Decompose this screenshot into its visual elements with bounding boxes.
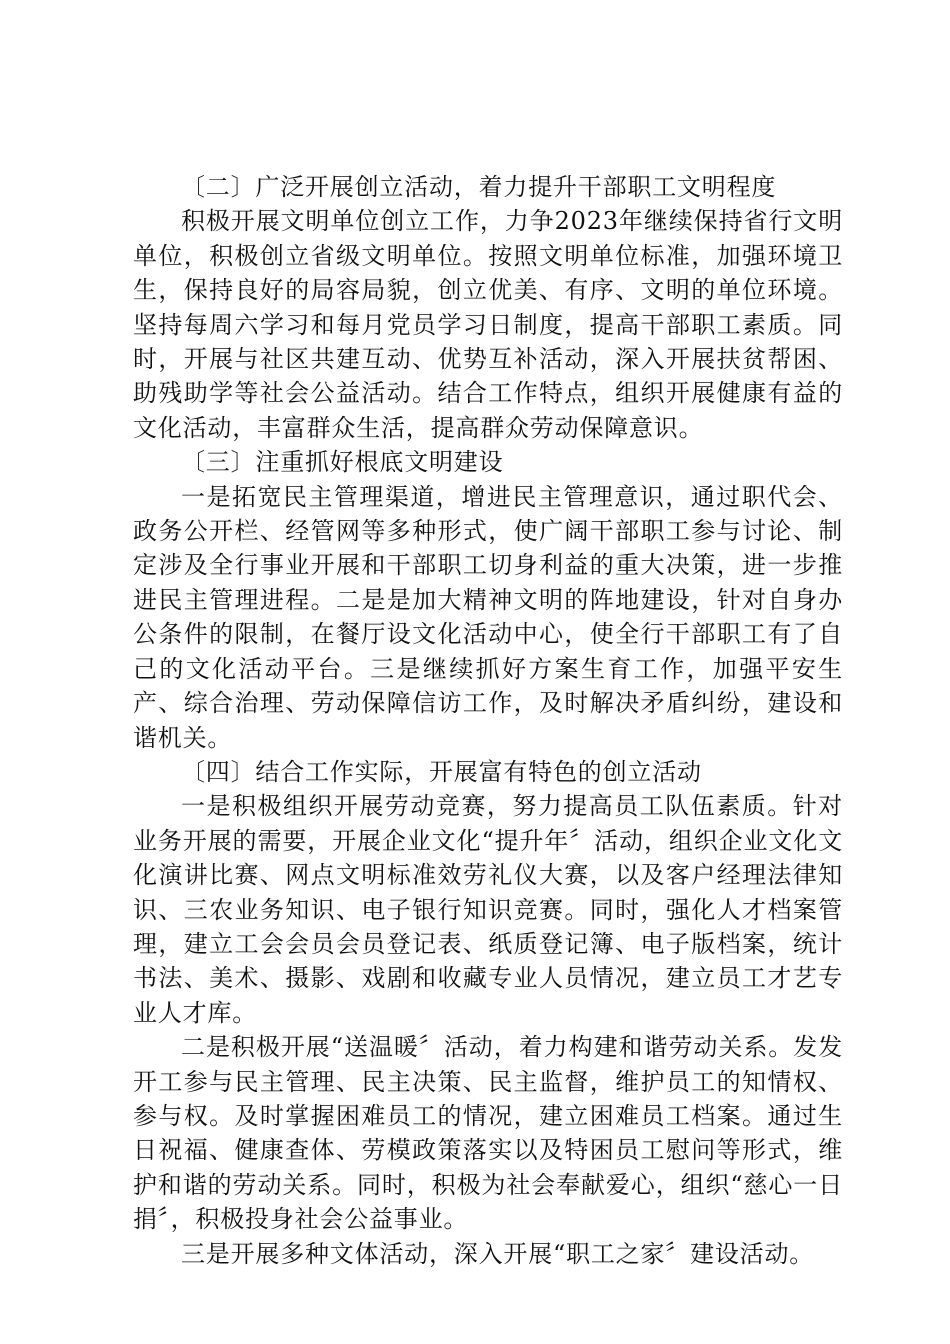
section-heading-4: 〔四〕结合工作实际，开展富有特色的创立活动 <box>181 757 702 786</box>
section-heading-2: 〔二〕广泛开展创立活动，着力提升干部职工文明程度 <box>181 173 777 201</box>
section-heading-3: 〔三〕注重抓好根底文明建设 <box>181 448 504 477</box>
paragraph-civilization-unit: 积极开展文明单位创立工作，力争2023年继续保持省行文明单位，积极创立省级文明单位。按照文明单位标准，加强环境卫生，保持良好的局容局貌，创立优美、有序、文明的单位环境。坚持每周六学习和每月党员学习日制度，提高干部职工素质。同时，开展与社区共建互动、优势互补活动，深入开展扶贫帮困、助残助学等社会公益活动。结合工作特点，组织开展健康有益的文化活动，丰富群众生活，提高群众劳动保障意识。 <box>133 207 843 442</box>
paragraph-democratic-management: 一是拓宽民主管理渠道，增进民主管理意识，通过职代会、政务公开栏、经管网等多种形式，使广阔干部职工参与讨论、制定涉及全行事业开展和干部职工切身利益的重大决策，进一步推进民主管理进程。二是是加大精神文明的阵地建设，针对自身办公条件的限制，在餐厅设文化活动中心，使全行干部职工有了自己的文化活动平台。三是继续抓好方案生育工作，加强平安生产、综合治理、劳动保障信访工作，及时解决矛盾纠纷，建设和谐机关。 <box>133 482 843 752</box>
paragraph-send-warmth: 二是积极开展“送温暖〞活动，着力构建和谐劳动关系。发发开工参与民主管理、民主决策、民主监督，维护员工的知情权、参与权。及时掌握困难员工的情况，建立困难员工档案。通过生日祝福、健康查体、劳模政策落实以及特困员工慰问等形式，维护和谐的劳动关系。同时，积极为社会奉献爱心，组织“慈心一日捐〞，积极投身社会公益事业。 <box>133 1033 843 1234</box>
document-body <box>133 170 843 1271</box>
paragraph-labor-competition: 一是积极组织开展劳动竞赛，努力提高员工队伍素质。针对业务开展的需要，开展企业文化“提升年〞活动，组织企业文化文化演讲比赛、网点文明标准效劳礼仪大赛，以及客户经理法律知识、三农业务知识、电子银行知识竞赛。同时，强化人才档案管理，建立工会会员会员登记表、纸质登记簿、电子版档案，统计书法、美术、摄影、戏剧和收藏专业人员情况，建立员工才艺专业人才库。 <box>133 792 843 1027</box>
paragraph-cultural-activities: 三是开展多种文体活动，深入开展“职工之家〞建设活动。 <box>181 1239 815 1268</box>
